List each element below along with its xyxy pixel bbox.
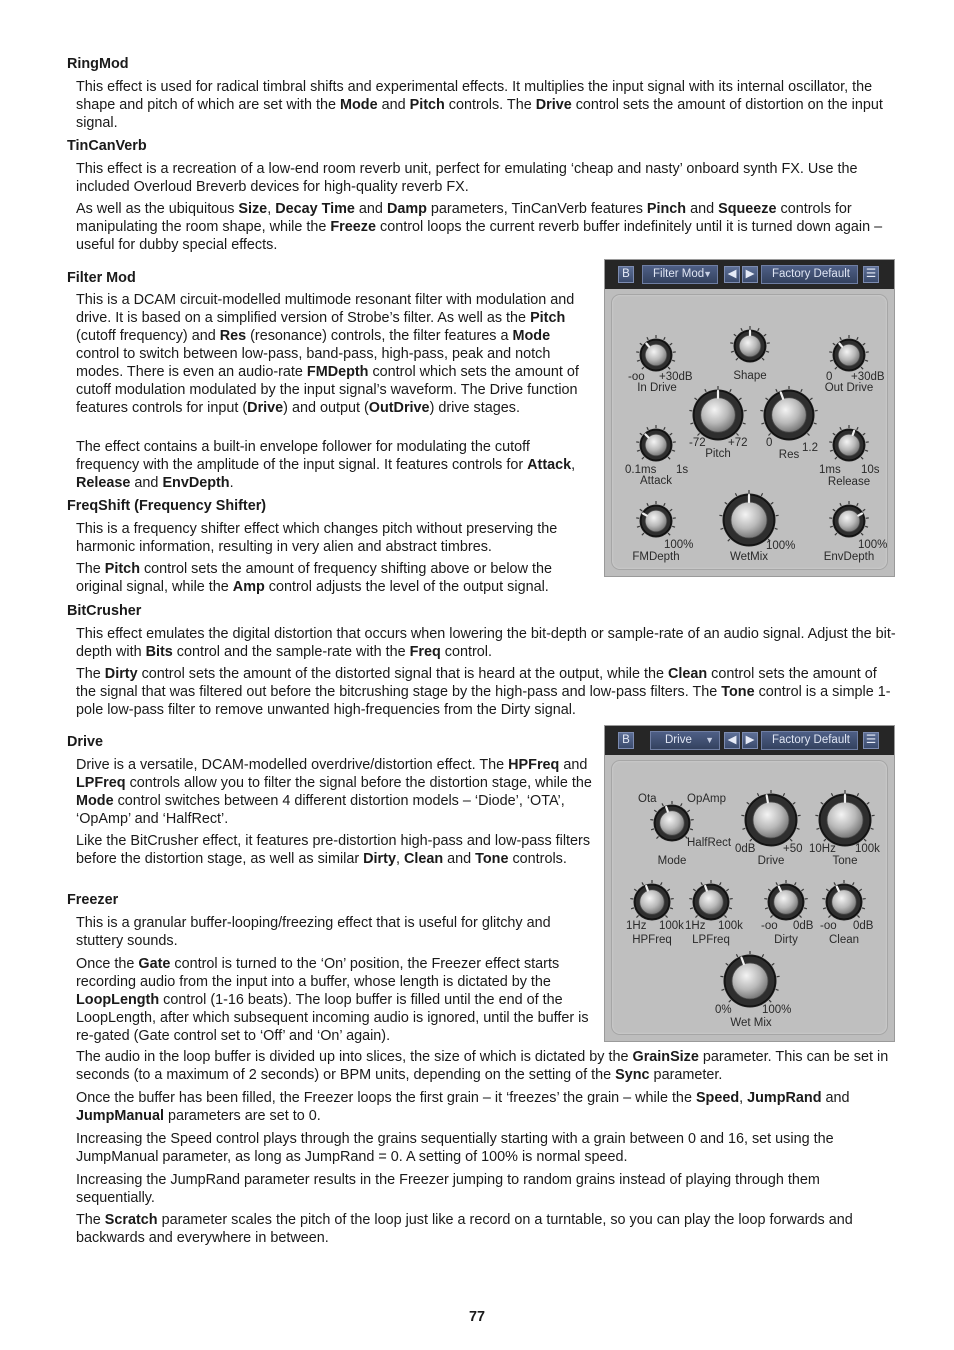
attack-knob[interactable] [636,425,676,462]
fmdepth-knob[interactable] [636,501,676,538]
dirty-label: Dirty [774,934,798,946]
arrow-right-icon: ▶ [745,734,755,746]
freezer-paragraph-4: Once the buffer has been filled, the Freezer loops the first grain – it ‘freezes’ the grain – while the Speed, JumpRand and JumpManual parameters are set to 0. [76,1090,850,1124]
tone-knob[interactable] [815,790,874,847]
res-max-label: 1.2 [802,442,818,454]
attack-max-label: 1s [676,464,689,476]
envdepth-label: EnvDepth [823,551,875,563]
pitch-knob[interactable] [689,386,746,441]
dirty-knob[interactable] [764,880,807,921]
filtermod-preset-selector[interactable]: Factory Default [761,265,858,284]
freezer-paragraph-1: This is a granular buffer-looping/freezing effect that is useful for glitchy and stuttery sounds. [76,915,551,949]
res-knob[interactable] [760,386,817,441]
filtermod-device-name: Filter Mod [653,268,705,280]
filtermod-paragraph-2: The effect contains a built-in envelope follower for modulating the cutoff frequency with the amplitude of the input signal. It features controls for Attack, Release and EnvDepth. [76,439,576,491]
release-min-label: 1ms [819,464,841,476]
pitch-min-label: -72 [689,437,706,449]
tincanverb-paragraph-2: As well as the ubiquitous Size, Decay Time and Damp parameters, TinCanVerb features Pinch and Squeeze controls for manipulating the room shape, while the Freeze control loops the current reverb buffer indefinitely until it is turned down again – useful for dubby special effects. [76,201,883,253]
heading-bitcrusher: BitCrusher [67,603,142,619]
indrive-max-label: +30dB [659,371,693,383]
drive-max-label: +50 [783,843,803,855]
freezer-paragraph-3: The audio in the loop buffer is divided up into slices, the size of which is dictated by the GrainSize parameter. This can be set in seconds (to a maximum of 2 seconds) or BPM units, depending on the setting of the Sync parameter. [76,1049,889,1083]
wetmix-label: WetMix [729,551,769,563]
wetmix-min-label: 0% [715,1004,732,1016]
heading-filter-mod: Filter Mod [67,270,136,286]
outdrive-min-label: 0 [826,371,833,383]
pitch-max-label: +72 [728,437,748,449]
list-icon: ☰ [865,734,877,746]
drive-preset-selector[interactable]: Factory Default [761,731,858,750]
bitcrusher-paragraph-2: The Dirty control sets the amount of the distorted signal that is heard at the output, while the Clean control sets the amount of the signal that was filtered out before the bitcrushing stage by the high-pass and low-pass filters. The Tone control is a simple 1-pole low-pass filter to remove unwanted high-frequencies from the Dirty signal. [76,666,891,718]
wetmix-max-label-drive: 100% [762,1004,792,1016]
chevron-down-icon: ▼ [705,735,714,745]
clean-knob[interactable] [822,880,865,921]
hpfreq-label: HPFreq [632,934,672,946]
fmdepth-label: FMDepth [632,551,680,563]
heading-ringmod: RingMod [67,56,129,72]
wetmix-knob[interactable] [719,490,778,547]
bitcrusher-paragraph-1: This effect emulates the digital distortion that occurs when lowering the bit-depth or sample-rate of an audio signal. Adjust the bit-depth with Bits control and the sample-rate with the Freq control. [76,626,896,660]
attack-label: Attack [640,475,672,487]
lpfreq-label: LPFreq [692,934,730,946]
pitch-label: Pitch [705,448,731,460]
freqshift-paragraph-1: This is a frequency shifter effect which changes pitch without preserving the harmonic information, resulting in very alien and abstract timbres. [76,521,558,555]
tone-label: Tone [832,855,858,867]
list-icon: ☰ [865,268,877,280]
drive-knob-label: Drive [757,855,785,867]
indrive-min-label: -oo [628,371,645,383]
clean-min-label: -oo [820,920,837,932]
hpfreq-knob[interactable] [630,880,673,921]
outdrive-max-label: +30dB [851,371,885,383]
shape-knob[interactable] [730,326,770,363]
freqshift-paragraph-2: The Pitch control sets the amount of frequency shifting above or below the original signal, while the Amp control adjusts the level of the output signal. [76,561,552,595]
drive-knobs [605,726,896,1043]
mode-label: Mode [657,855,687,867]
drive-device-name: Drive [665,734,692,746]
chevron-down-icon: ▼ [703,269,712,279]
release-knob[interactable] [829,425,869,462]
arrow-left-icon: ◀ [727,734,737,746]
clean-label: Clean [828,934,860,946]
shape-label: Shape [733,370,767,382]
clean-max-label: 0dB [853,920,874,932]
outdrive-knob[interactable] [829,335,869,372]
mode-knob[interactable] [650,801,693,842]
indrive-knob[interactable] [636,335,676,372]
heading-freqshift: FreqShift (Frequency Shifter) [67,498,267,514]
freezer-paragraph-7: The Scratch parameter scales the pitch of the loop just like a record on a turntable, so you can play the loop forwards and backwards and everywhere in between. [76,1212,853,1246]
drive-min-label: 0dB [735,843,756,855]
attack-min-label: 0.1ms [625,464,657,476]
envdepth-knob[interactable] [829,501,869,538]
wetmix-knob-drive[interactable] [720,951,779,1008]
drive-knob[interactable] [741,790,800,847]
freezer-paragraph-2: Once the Gate control is turned to the ‘On’ position, the Freezer effect starts recording audio from the input into a buffer, whose length is dictated by the LoopLength control (1-16 beats). The loop buffer is filled until the end of the LoopLength, after which subsequent incoming audio is ignored, until the buffer is re-gated (Gate control set to ‘Off’ and ‘On’ again). [76,956,589,1044]
filtermod-device-panel [604,259,895,577]
lpfreq-min-label: 1Hz [685,920,706,932]
wetmix-max-label: 100% [766,540,796,552]
lpfreq-knob[interactable] [689,880,732,921]
arrow-right-icon: ▶ [745,268,755,280]
indrive-label: In Drive [637,382,677,394]
hpfreq-min-label: 1Hz [626,920,647,932]
filtermod-bypass-button[interactable]: B [618,266,634,283]
freezer-paragraph-6: Increasing the JumpRand parameter results in the Freezer jumping to random grains instead of playing through them sequentially. [76,1172,820,1206]
freezer-paragraph-5: Increasing the Speed control plays through the grains sequentially starting with a grain between 0 and 16, set using the JumpManual parameter, as long as JumpRand = 0. A setting of 100% is normal speed. [76,1131,834,1165]
wetmix-label-drive: Wet Mix [730,1017,772,1029]
res-min-label: 0 [766,437,773,449]
dirty-min-label: -oo [761,920,778,932]
release-max-label: 10s [861,464,880,476]
mode-option-halfrect: HalfRect [687,837,732,849]
heading-drive: Drive [67,734,103,750]
drive-paragraph-1: Drive is a versatile, DCAM-modelled overdrive/distortion effect. The HPFreq and LPFreq controls allow you to filter the signal before the distortion stage, while the Mode control switches between 4 different distortion models – ‘Diode’, ‘OTA’, ‘OpAmp’ and ‘HalfRect’. [76,757,592,827]
heading-tincanverb: TinCanVerb [67,138,147,154]
outdrive-label: Out Drive [824,382,874,394]
fmdepth-max-label: 100% [664,539,694,551]
drive-paragraph-2: Like the BitCrusher effect, it features pre-distortion high-pass and low-pass filters before the distortion stage, as well as similar Dirty, Clean and Tone controls. [76,833,591,867]
envdepth-max-label: 100% [858,539,888,551]
arrow-left-icon: ◀ [727,268,737,280]
mode-option-opamp: OpAmp [687,793,726,805]
tincanverb-paragraph-1: This effect is a recreation of a low-end room reverb unit, perfect for emulating ‘cheap and nasty’ onboard synth FX. Use the included Overloud Breverb devices for high-quality reverb FX. [76,161,858,195]
filtermod-paragraph-1: This is a DCAM circuit-modelled multimode resonant filter with modulation and drive. It is based on a simplified version of Strobe’s filter. As well as the Pitch (cutoff frequency) and Res (resonance) controls, the filter features a Mode control to switch between low-pass, band-pass, high-pass, peak and notch modes. There is even an audio-rate FMDepth control which sets the amount of cutoff modulation modulated by the input signal’s waveform. The Drive function features controls for input (Drive) and output (OutDrive) drive stages. [76,292,579,416]
release-label: Release [827,476,871,488]
page-number: 77 [468,1309,485,1325]
hpfreq-max-label: 100k [659,920,684,932]
drive-bypass-button[interactable]: B [618,732,634,749]
dirty-max-label: 0dB [793,920,814,932]
lpfreq-max-label: 100k [718,920,743,932]
heading-freezer: Freezer [67,892,119,908]
filtermod-knobs [605,260,896,578]
mode-option-ota: Ota [638,793,657,805]
res-label: Res [778,449,800,461]
drive-device-panel [604,725,895,1042]
tone-max-label: 100k [855,843,880,855]
tone-min-label: 10Hz [809,843,836,855]
ringmod-paragraph-1: This effect is used for radical timbral shifts and experimental effects. It multiplies the input signal with its internal oscillator, the shape and pitch of which are set with the Mode and Pitch controls. The Drive control sets the amount of distortion on the input signal. [76,79,883,131]
